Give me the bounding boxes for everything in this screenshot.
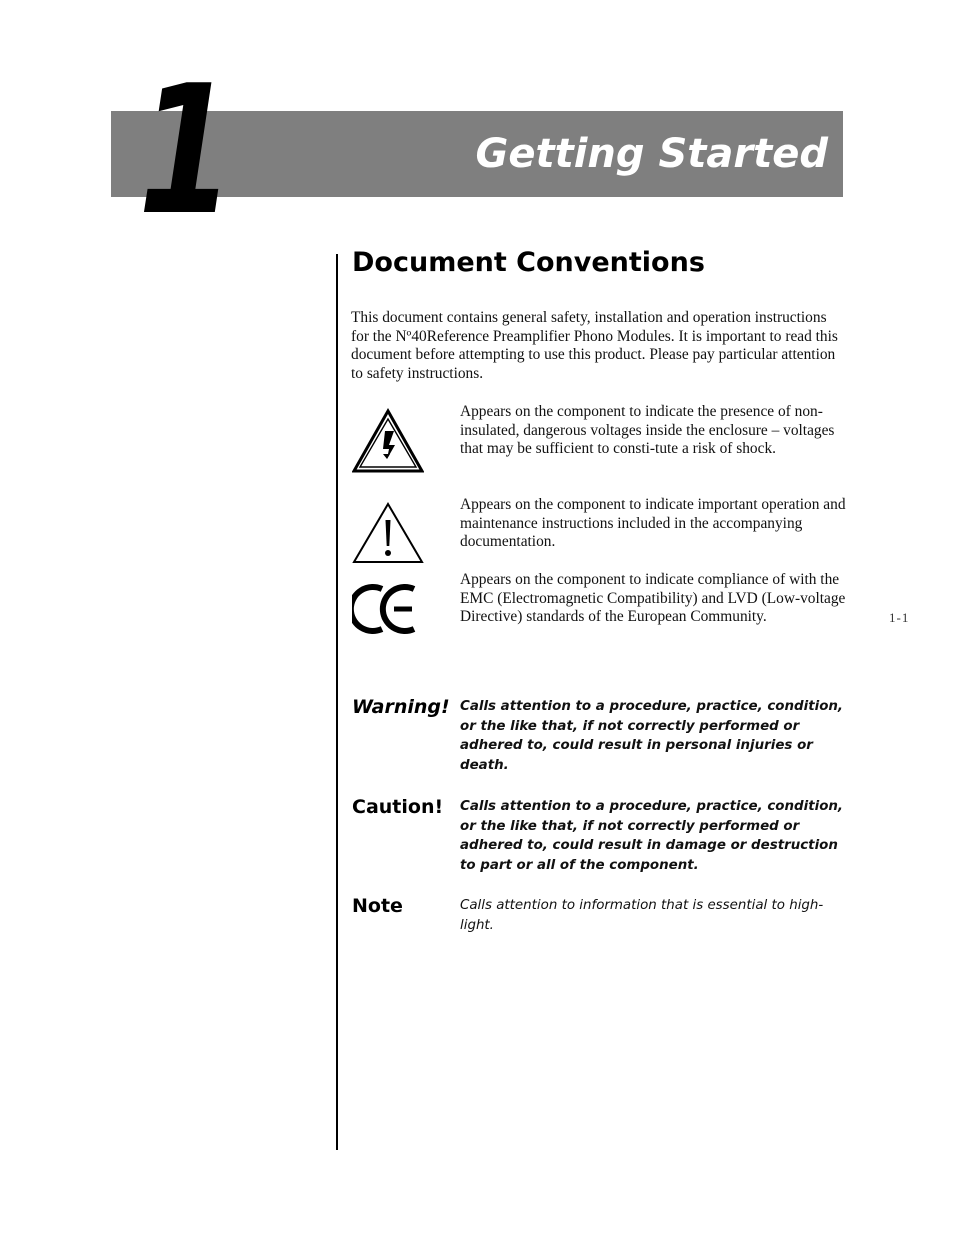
- note-label: Note: [352, 895, 403, 917]
- ce-mark-icon: [352, 579, 428, 645]
- caution-label: Caution!: [352, 796, 444, 818]
- vertical-rule: [336, 254, 338, 1150]
- section-title: Document Conventions: [352, 247, 705, 278]
- symbol-description: Appears on the component to indicate compliance of with the EMC (Electromagnetic Compatibility) and LVD (Low-voltage Directive) standards of the European Community.: [460, 571, 846, 626]
- warning-label: Warning!: [352, 696, 450, 718]
- exclamation-warning-icon: [352, 500, 428, 566]
- symbol-description: Appears on the component to indicate the presence of non-insulated, dangerous voltages inside the enclosure – voltages that may be sufficient to consti-tute a risk of shock.: [460, 403, 835, 458]
- chapter-number: 1: [138, 47, 232, 254]
- intro-paragraph: This document contains general safety, installation and operation instructions for the Nº40Reference Preamplifier Phono Modules. It is important to read this document before attempting to use this product. Please pay particular attention to safety instructions.: [351, 309, 838, 383]
- chapter-title: Getting Started: [475, 131, 828, 177]
- note-text: Calls attention to information that is essential to high-light.: [460, 898, 824, 933]
- page-number: 1-1: [889, 610, 910, 625]
- lightning-warning-icon: [352, 407, 428, 473]
- warning-text: Calls attention to a procedure, practice, condition, or the like that, if not correctly performed or adhered to, could result in personal injuries or death.: [460, 699, 844, 773]
- symbol-description: Appears on the component to indicate important operation and maintenance instructions included in the accompanying documentation.: [460, 496, 846, 551]
- caution-text: Calls attention to a procedure, practice, condition, or the like that, if not correctly performed or adhered to, could result in damage or destruction to part or all of the component.: [460, 799, 844, 873]
